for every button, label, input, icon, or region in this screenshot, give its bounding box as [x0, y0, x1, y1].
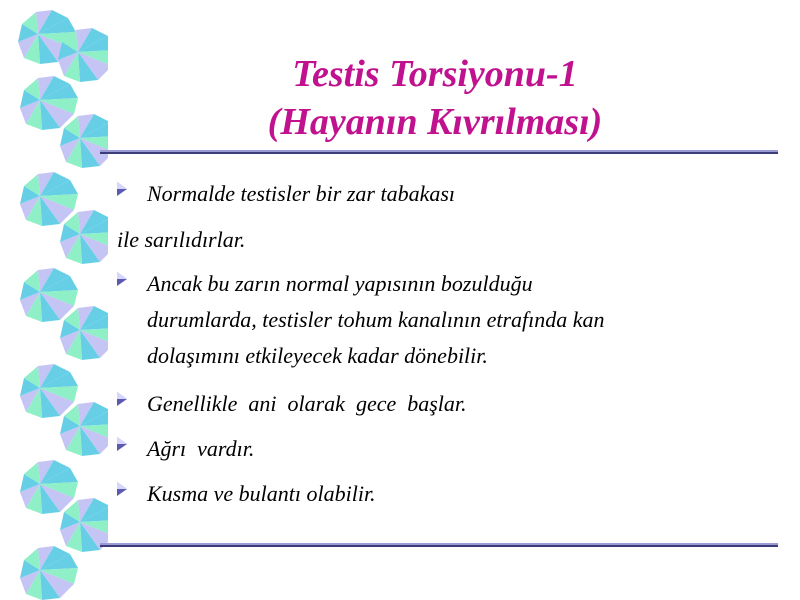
bullet-item: [117, 176, 455, 212]
bullet-icon: [117, 182, 127, 196]
bullet-item: [117, 266, 605, 374]
bullet-text-line: dolaşımını etkileyecek kadar dönebilir.: [147, 343, 488, 368]
bullet-text: Genellikle ani olarak gece başlar.: [147, 391, 467, 416]
bullet-icon: [117, 482, 127, 496]
bottom-divider: [100, 543, 778, 547]
bullet-text-line: durumlarda, testisler tohum kanalının etrafında kan: [147, 307, 605, 332]
bullet-text: Kusma ve bulantı olabilir.: [147, 481, 376, 506]
bullet-continuation-text: ile sarılıdırlar.: [117, 227, 246, 252]
bullet-item: [117, 476, 376, 512]
bullet-icon: [117, 392, 127, 406]
bullet-text: Normalde testisler bir zar tabakası: [147, 181, 456, 206]
bullet-item: [117, 431, 254, 467]
title-line-2: (Hayanın Kıvrılması): [267, 101, 603, 143]
bullet-text: [147, 266, 605, 374]
bullet-icon: [117, 437, 127, 451]
bullet-icon: [117, 272, 127, 286]
bullet-text-line: Ancak bu zarın normal yapısının bozulduğu: [147, 271, 533, 296]
bullet-item: [117, 386, 467, 422]
title-line-1: Testis Torsiyonu-1: [292, 53, 578, 95]
bullet-text: Ağrı vardır.: [147, 436, 255, 461]
